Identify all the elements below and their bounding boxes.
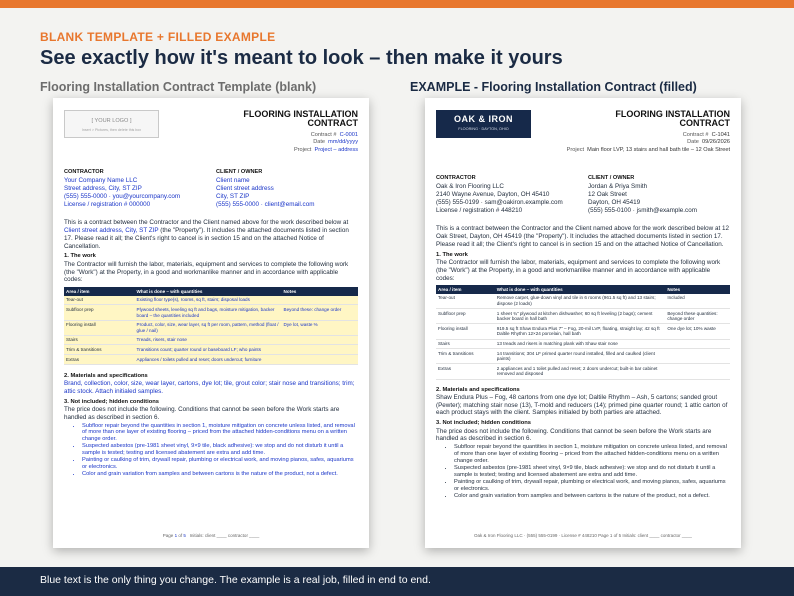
table-row: Tear-out Existing floor type(s), rooms, sq ft, stairs; disposal loads [64,296,358,305]
contractor-line: License / registration # 000000 [64,200,151,208]
logo-placeholder-text: [ YOUR LOGO ] [91,118,132,124]
contract-meta: Contract # C-1041 Date 09/26/2026 Project Main floor LVP, 13 stairs and hall bath tile – 12 Oak Street [566,132,730,153]
table-row: Stairs 13 treads and risers in matching plank with Shaw stair nose [436,339,730,349]
section-heading: 3. Not included; hidden conditions [64,398,160,405]
contract-date: 09/26/2026 [702,139,730,146]
contract-body [436,225,730,500]
table-row: Trim & transitions 14 transitions; 304 LF primed quarter round installed, filled and caulked (client paints) [436,349,730,364]
page-footer: Oak & Iron Flooring LLC · (555) 555-0199 · License # 448210 Page 1 of 5 Initials: client ____ contractor ____ [474,533,692,539]
list-item: • Suspected asbestos (pre-1981 sheet vinyl, 9×9 tile, black adhesive): we stop and do not disturb it until a sample is tested; testing and licensed abatement are extra and add time. [82,443,358,457]
table-header: What is done – with quantities [135,287,282,296]
table-row: Flooring install 919.5 sq ft Shaw Endura Plus 7" – Fog, 20-mil LVP, floating, straight lay; 42 sq ft Daltile Rhythm 12×24 porcelain, hall bath One dye lot; 10% waste [436,324,730,339]
contract-body [64,219,358,478]
client-line: Client name [216,176,250,184]
table-row: Extras Appliances / toilets pulled and reset; doors undercut; furniture [64,355,358,365]
section-heading: 2. Materials and specifications [64,372,148,379]
client-block: CLIENT / OWNER Jordan & Priya Smith 12 Oak Street Dayton, OH 45419 (555) 555-0100 · jsmith@example.com [588,175,738,214]
table-row: Extras 2 appliances and 1 toilet pulled and reset; 2 doors undercut; built-in bar cabinet removed and disposed [436,364,730,379]
contract-title: FLOORING INSTALLATION CONTRACT [243,109,358,129]
client-line: Jordan & Priya Smith [588,182,648,190]
list-item: • Suspected asbestos (pre-1981 sheet vinyl, 9×9 tile, black adhesive): we stop and do not disturb it until a sample is tested; testing and licensed abatement are extra and add time. [454,465,730,479]
intro-paragraph: This is a contract between the Contractor and the Client named above for the work described below at 12 Oak Street, Dayton, OH 45419 (the "Property"). It includes the attached documents listed in section 17. Please read it all; the Client's right to cancel is in section 15 and on the attached Notice of Cancellation. [436,225,729,248]
contractor-line: License / registration # 448210 [436,206,523,214]
logo-name: OAK & IRON [454,114,513,124]
client-line: (555) 555-0100 · jsmith@example.com [588,206,697,214]
section-text: The Contractor will furnish the labor, materials, equipment and services to complete the following work (the "Work") at the Property, in a good and workmanlike manner and in accordance with applicable codes: [64,260,349,284]
section-text: The price does not include the following. Conditions that cannot be seen before the Work starts are handled as described in section 6. [64,405,340,421]
client-line: Client street address [216,184,274,192]
table-row: Trim & transitions Transitions count; quarter round or baseboard LF; who paints [64,345,358,355]
logo-placeholder-hint: Insert > Pictures, then delete this box [81,127,142,132]
client-line: (555) 555-0000 · client@email.com [216,200,315,208]
bottom-caption: Blue text is the only thing you change. The example is a real job, filled in end to end. [40,574,431,586]
contractor-line: (555) 555-0000 · you@yourcompany.com [64,192,181,200]
contract-number: C-1041 [711,132,730,138]
list-item: • Subfloor repair beyond the quantities in section 1, moisture mitigation on concrete unless listed, and removal of more than one layer of existing flooring – priced from the attached hidden-conditions menu on a written change order. [454,444,730,465]
table-row: Flooring install Product, color, size, wear layer, sq ft per room, pattern, method (float / glue / nail) Dye lot, waste % [64,320,358,335]
table-row: Tear-out Remove carpet, glue-down vinyl and tile in 6 rooms (961.5 sq ft) and 13 stairs; dispose (2 loads) Included [436,294,730,309]
section-heading: 1. The work [64,253,96,260]
section-heading: 1. The work [436,251,468,258]
work-table [64,287,358,364]
headline: See exactly how it's meant to look – then make it yours [40,47,563,69]
eyebrow-label: BLANK TEMPLATE + FILLED EXAMPLE [40,30,276,44]
table-row: Stairs Treads, risers, stair nose [64,335,358,345]
table-header: Notes [282,287,358,296]
contractor-line: Your Company Name LLC [64,176,138,184]
section-text: Shaw Endura Plus – Fog, 48 cartons from one dye lot; Daltile Rhythm – Ash, 5 cartons; sanded grout (Pewter); matching stair nose (13), T-mold and reducers (14); primed pine quarter round; 1 attic carton of each product stays with the client. Samples initialed by both parties are attached. [436,393,728,417]
contractor-block: CONTRACTOR Your Company Name LLC Street address, City, ST ZIP (555) 555-0000 · you@yourcompany.com License / registration # 000000 [64,169,214,208]
exclusions-list [448,444,730,500]
filled-contract-page [425,98,741,548]
contract-meta: Contract # C-0001 Date mm/dd/yyyy Project Project – address [293,132,358,153]
logo-placeholder [64,110,159,138]
contract-number: C-0001 [339,132,358,138]
top-accent-bar [0,0,794,8]
section-text: Brand, collection, color, size, wear layer, cartons, dye lot; tile, grout color; stair nose and transitions; trim; attic stock. Attach initialed samples. [64,379,355,395]
work-table [436,285,730,379]
page-footer: Page 1 of 5 Initials: client ____ contractor ____ [162,533,260,539]
contractor-line: Oak & Iron Flooring LLC [436,182,504,190]
section-text: The price does not include the following. Conditions that cannot be seen before the Work starts are handled as described in section 6. [436,427,712,443]
list-item: • Subfloor repair beyond the quantities in section 1, moisture mitigation on concrete unless listed, and removal of more than one layer of existing flooring – priced from the attached hidden-conditions menu on a written change order. [82,423,358,444]
blank-contract-page [53,98,369,548]
client-line: City, ST ZIP [216,192,250,200]
list-item: • Painting or caulking of trim, drywall repair, plumbing or electrical work, and moving pianos, safes, aquariums or electronics. [454,479,730,493]
logo-subtitle: FLOORING · DAYTON, OHIO [458,127,509,132]
contractor-block: CONTRACTOR Oak & Iron Flooring LLC 2140 Wayne Avenue, Dayton, OH 45410 (555) 555-0199 · sam@oakiron.example.com License / registration # 448210 [436,175,586,214]
client-line: 12 Oak Street [588,190,627,198]
table-row: Subfloor prep 1 sheet ¾" plywood at kitchen dishwasher; 60 sq ft leveling (2 bags); cement backer board in hall bath Beyond these quantities: change order [436,309,730,324]
client-line: Dayton, OH 45419 [588,198,641,206]
blank-template-label: Flooring Installation Contract Template (blank) [40,80,317,94]
table-header: Area / item [64,287,135,296]
table-header: Notes [665,285,730,294]
contractor-line: (555) 555-0199 · sam@oakiron.example.com [436,198,563,206]
list-item: • Color and grain variation from samples and between cartons is the nature of the product, not a defect. [82,471,358,478]
list-item: • Color and grain variation from samples and between cartons is the nature of the product, not a defect. [454,493,730,500]
contract-title: FLOORING INSTALLATION CONTRACT [615,109,730,129]
client-block: CLIENT / OWNER Client name Client street address City, ST ZIP (555) 555-0000 · client@email.com [216,169,366,208]
intro-paragraph: This is a contract between the Contractor and the Client named above for the work described below at Client street address, City, ST ZIP (the "Property"). It includes the attached documents listed in section 17. Please read it all; the Client's right to cancel is in section 15 and on the attached Notice of Cancellation. [64,219,349,250]
list-item: • Painting or caulking of trim, drywall repair, plumbing or electrical work, and moving pianos, safes, aquariums or electronics. [82,457,358,471]
section-heading: 3. Not included; hidden conditions [436,420,532,427]
exclusions-list [76,423,358,479]
section-text: The Contractor will furnish the labor, materials, equipment and services to complete the following work (the "Work") at the Property, in a good and workmanlike manner and in accordance with applicable codes: [436,258,721,282]
table-row: Subfloor prep Plywood sheets, leveling sq ft and bags, moisture mitigation, backer board – the quantities included Beyond these: change order [64,305,358,320]
contract-project: Project – address [314,146,358,153]
company-logo [436,110,531,138]
section-heading: 2. Materials and specifications [436,386,520,393]
contract-date: mm/dd/yyyy [328,139,358,146]
contract-project: Main floor LVP, 13 stairs and hall bath tile – 12 Oak Street [587,146,730,153]
contractor-line: Street address, City, ST ZIP [64,184,142,192]
table-header: Area / item [436,285,495,294]
filled-example-label: EXAMPLE - Flooring Installation Contract (filled) [410,80,697,94]
table-header: What is done – with quantities [495,285,666,294]
contractor-line: 2140 Wayne Avenue, Dayton, OH 45410 [436,190,550,198]
